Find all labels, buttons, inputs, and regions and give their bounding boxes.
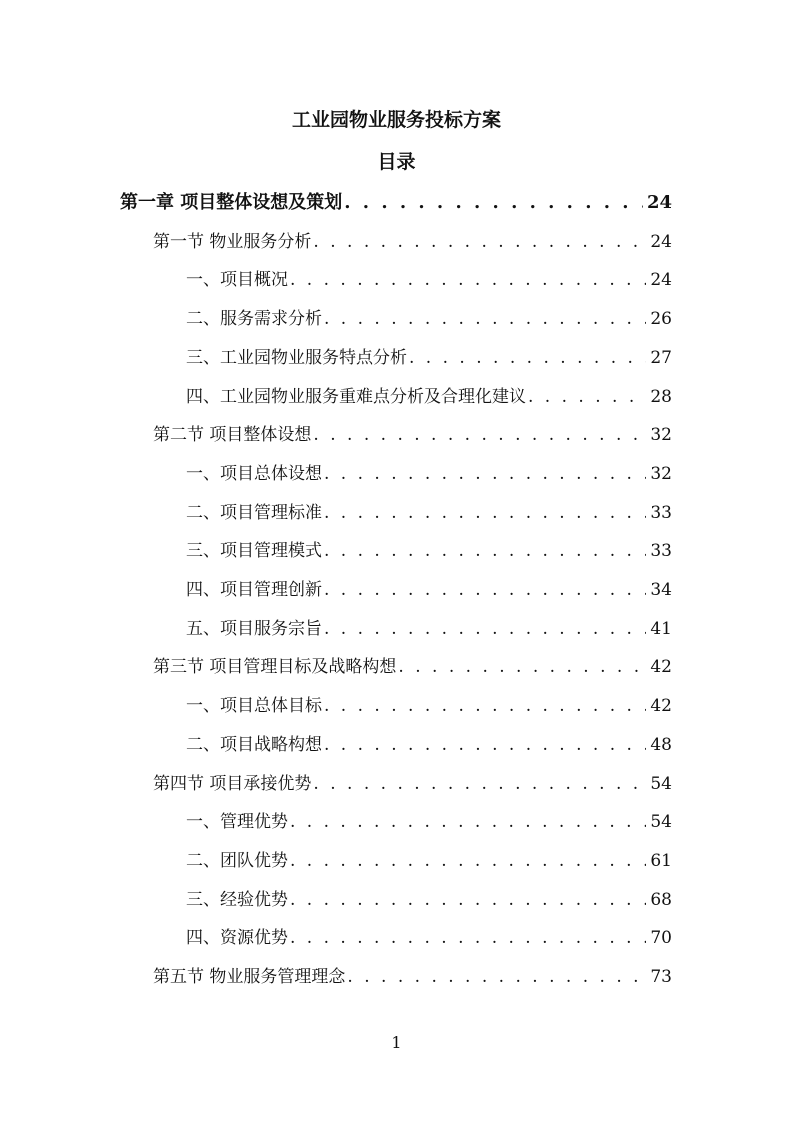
toc-dot-leader [344,190,643,216]
toc-entry[interactable] [186,848,672,874]
toc-entry-page: 73 [650,967,672,987]
toc-entry-page: 70 [650,928,672,949]
toc-entry[interactable] [186,809,672,835]
toc-entry-label: 第一章 项目整体设想及策划 [120,192,343,213]
toc-entry-page: 32 [650,463,672,484]
toc-dot-leader [324,306,646,332]
toc-entry-label: 二、团队优势 [186,850,288,871]
toc-entry[interactable] [186,306,672,332]
toc-entry-page: 42 [650,657,672,678]
toc-entry-label: 第三节 项目管理目标及战略构想 [153,657,397,678]
toc-dot-leader [528,384,646,410]
toc-entry-page: 61 [650,850,672,871]
toc-dot-leader [324,693,646,719]
toc-dot-leader [313,422,646,448]
toc-entry-label: 一、管理优势 [186,812,288,833]
toc-entry[interactable] [153,654,672,680]
toc-dot-leader [313,229,646,255]
toc-entry-page: 28 [650,386,672,407]
toc-entry[interactable] [186,577,672,603]
toc-entry-page: 32 [650,425,672,446]
toc-entry-label: 三、工业园物业服务特点分析 [186,347,407,368]
toc-dot-leader [313,771,646,797]
toc-dot-leader [290,267,646,293]
toc-entry-page: 34 [650,580,672,600]
toc-entry-label: 一、项目总体设想 [186,463,322,484]
document-title: 工业园物业服务投标方案 [291,109,501,131]
toc-entry-page: 24 [650,270,672,291]
toc-entry-label: 二、服务需求分析 [186,309,322,330]
toc-dot-leader [324,538,646,564]
toc-entry-page: 24 [650,231,672,252]
toc-entry-page: 54 [650,773,672,794]
toc-entry-label: 二、项目管理标准 [186,502,322,523]
toc-entry-label: 一、项目概况 [186,270,288,291]
toc-dot-leader [398,654,646,680]
toc-entry-page: 48 [650,734,672,755]
toc-dot-leader [290,809,646,835]
toc-entry-label: 四、工业园物业服务重难点分析及合理化建议 [186,386,526,407]
toc-entry[interactable] [186,461,672,487]
toc-entry[interactable] [153,964,672,990]
toc-dot-leader [290,848,646,874]
toc-entry[interactable] [186,267,672,293]
toc-entry-label: 四、项目管理创新 [186,580,322,600]
toc-entry-page: 33 [650,502,672,523]
toc-entry[interactable] [186,925,672,951]
toc-entry-label: 一、项目总体目标 [186,696,322,717]
toc-entry-label: 第二节 项目整体设想 [153,425,312,446]
toc-entry[interactable] [186,384,672,410]
toc-dot-leader [409,345,646,371]
toc-entry[interactable] [120,190,672,216]
toc-entry-label: 二、项目战略构想 [186,734,322,755]
toc-entry[interactable] [153,771,672,797]
toc-entry-label: 第一节 物业服务分析 [153,231,312,252]
toc-entry[interactable] [186,345,672,371]
toc-entry[interactable] [186,732,672,758]
toc-entry-label: 第四节 项目承接优势 [153,773,312,794]
toc-dot-leader [324,577,646,603]
toc-entry-label: 五、项目服务宗旨 [186,618,322,639]
toc-entry-page: 68 [650,889,672,910]
toc-entry-page: 42 [650,696,672,717]
toc-heading: 目录 [377,151,416,173]
toc-entry[interactable] [186,693,672,719]
toc-entry-page: 41 [650,618,672,639]
toc-entry-page: 24 [646,192,672,213]
toc-dot-leader [324,732,646,758]
toc-entry[interactable] [153,422,672,448]
toc-entry-label: 四、资源优势 [186,928,288,949]
toc-entry[interactable] [186,538,672,564]
toc-dot-leader [347,964,646,990]
toc-dot-leader [290,887,646,913]
toc-entry[interactable] [186,887,672,913]
toc-entry[interactable] [186,500,672,526]
toc-entry-page: 27 [650,347,672,368]
toc-entry-label: 三、项目管理模式 [186,541,322,562]
toc-entry[interactable] [186,616,672,642]
toc-dot-leader [324,616,646,642]
toc-entry-page: 54 [650,812,672,833]
toc-entry-label: 三、经验优势 [186,889,288,910]
toc-dot-leader [290,925,646,951]
toc-dot-leader [324,461,646,487]
toc-entry-page: 33 [650,541,672,562]
page-number: 1 [391,1033,402,1052]
toc-entry[interactable] [153,229,672,255]
toc-entry-page: 26 [650,309,672,330]
toc-dot-leader [324,500,646,526]
toc-entry-label: 第五节 物业服务管理理念 [153,967,346,987]
